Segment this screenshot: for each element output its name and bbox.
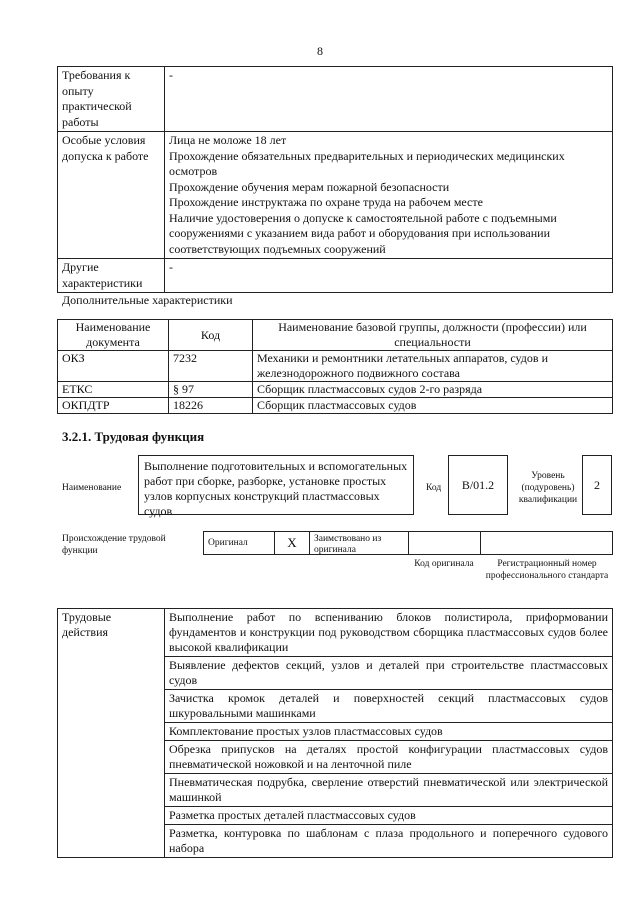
row-label: Особые условия допуска к работе [58,132,165,259]
code-original-cell [408,531,481,555]
table-cell: Сборщик пластмассовых судов [253,398,613,414]
table-cell: 7232 [169,351,253,382]
table-cell: Сборщик пластмассовых судов 2-го разряда [253,382,613,398]
condition-line: Прохождение обязательных предварительных и периодических медицинских осмотров [169,148,565,178]
column-header: Код [169,320,253,351]
name-label: Наименование [62,483,122,493]
function-code: B/01.2 [448,455,508,515]
actions-label: Трудовые действия [58,609,165,858]
table-cell: ОКПДТР [58,398,169,414]
table-header-row [58,320,613,351]
row-value: - [165,67,613,132]
section-title: 3.2.1. Трудовая функция [62,429,205,444]
row-label: Требования к опыту практической работы [58,67,165,132]
table-cell: § 97 [169,382,253,398]
table-cell: Механики и ремонтники летательных аппаратов, судов и железнодорожного подвижного состава [253,351,613,382]
row-value [165,132,613,259]
borrowed-cell: Заимствовано из оригинала [309,531,409,555]
original-mark: X [274,531,310,555]
reg-number-caption: Регистрационный номер профессионального стандарта [485,559,609,581]
page-number: 8 [317,44,323,58]
additional-table [57,319,613,414]
table-cell: ОКЗ [58,351,169,382]
code-original-caption: Код оригинала [414,559,474,569]
table-row [58,382,613,398]
table-row [58,609,613,657]
action-item: Пневматическая подрубка, сверление отверстий пневматической или электрической машинкой [165,774,613,807]
code-label: Код [426,483,442,493]
table-row [58,132,613,259]
table-cell: 18226 [169,398,253,414]
additional-title: Дополнительные характеристики [62,293,233,307]
level-label: Уровень (подуровень) квалификации [518,471,578,505]
column-header: Наименование документа [58,320,169,351]
table-row [58,67,613,132]
condition-line: Лица не моложе 18 лет [169,133,287,147]
condition-line: Наличие удостоверения о допуске к самостоятельной работе с подъемными сооружениями с указанием вида работ и оборудования при использовании соответствующих подъемных сооружений [169,210,557,256]
condition-line: Прохождение обучения мерам пожарной безопасности [169,179,450,194]
qualification-level: 2 [582,455,612,515]
table-row [58,398,613,414]
action-item: Разметка, контуровка по шаблонам с плаза продольного и поперечного судового набора [165,825,613,858]
action-item: Зачистка кромок деталей и поверхностей секций пластмассовых судов шкуровальными машинками [165,690,613,723]
labor-actions-table [57,608,613,858]
action-item: Обрезка припусков на деталях простой конфигурации пластмассовых судов пневматической ножовкой и на ленточной пиле [165,741,613,774]
action-item: Комплектование простых узлов пластмассовых судов [165,723,613,741]
row-label: Другие характеристики [58,259,165,293]
table-row [58,351,613,382]
function-name: Выполнение подготовительных и вспомогательных работ при сборке, разборке, установке простых узлов корпусных конструкций пластмассовых судов [138,455,414,515]
action-item: Выявление дефектов секций, узлов и деталей при строительстве пластмассовых судов [165,657,613,690]
table-cell: ЕТКС [58,382,169,398]
column-header: Наименование базовой группы, должности (профессии) или специальности [253,320,613,351]
condition-line: Прохождение инструктажа по охране труда на рабочем месте [169,195,483,209]
row-value: - [165,259,613,293]
reg-number-cell [480,531,613,555]
requirements-table [57,66,613,293]
table-row [58,259,613,293]
action-item: Разметка простых деталей пластмассовых судов [165,807,613,825]
action-item: Выполнение работ по вспениванию блоков полистирола, приформовании фундаментов и конструкции под руководством сборщика пластмассовых судов более высокой квалификации [165,609,613,657]
original-cell: Оригинал [203,531,275,555]
origin-label: Происхождение трудовой функции [62,534,166,556]
